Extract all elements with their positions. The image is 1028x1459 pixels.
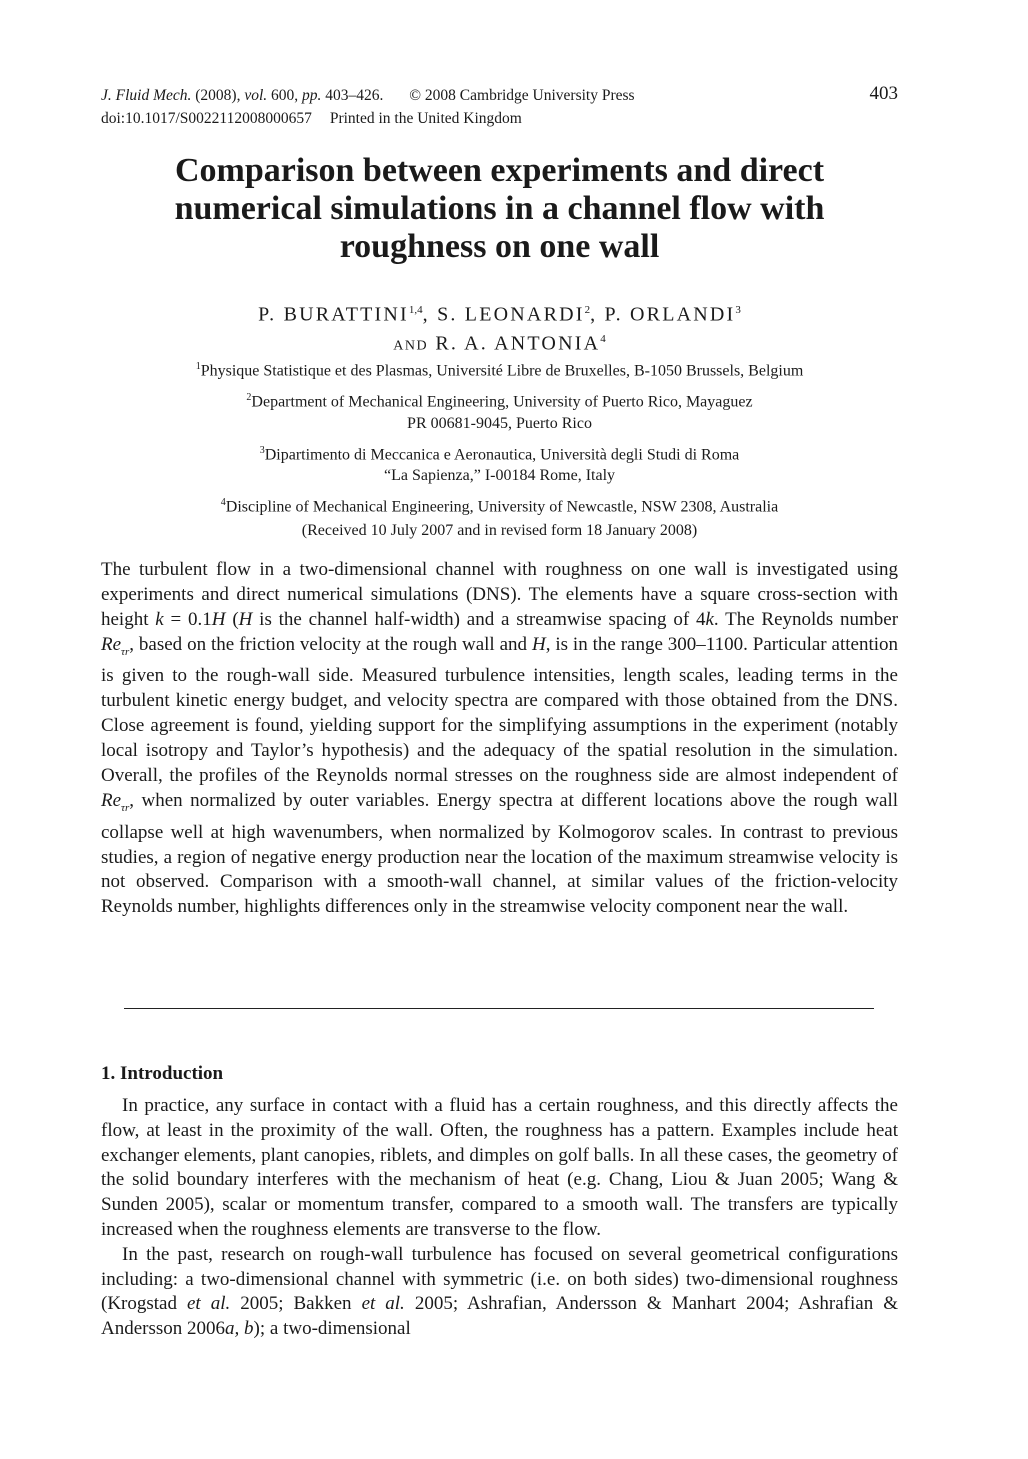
paper-title: Comparison between experiments and direct numerical simulations in a channel flow with roughness on one wall — [174, 152, 825, 265]
page-number: 403 — [869, 83, 898, 104]
volume-number: 600, — [271, 87, 299, 104]
affiliation-text: Dipartimento di Meccanica e Aeronautica, Università degli Studi di Roma — [264, 445, 740, 463]
author-affiliation-mark: 4 — [600, 332, 606, 345]
journal-year: (2008), — [195, 87, 241, 104]
affiliation-mark: 3 — [259, 444, 265, 456]
citation-etal: et al. — [186, 1293, 231, 1315]
running-header — [101, 84, 898, 130]
citation-suffix: a, b — [225, 1318, 254, 1340]
abstract-text: ( — [225, 608, 239, 630]
copyright-notice: © 2008 Cambridge University Press — [409, 87, 635, 104]
affiliation — [101, 440, 898, 486]
doi: doi:10.1017/S0022112008000657 — [101, 110, 312, 127]
affiliation — [101, 356, 898, 381]
section-heading: 1. Introduction — [101, 1063, 224, 1084]
citation-line — [101, 87, 635, 104]
author-affiliation-mark: 1,4 — [408, 304, 423, 316]
paragraph: In practice, any surface in contact with a fluid has a certain roughness, and this directly affects the flow, at least in the proximity of the wall. Often, the roughness has a pattern. Examples include heat exchanger elements, plant canopies, riblets, and dimples on golf balls. In all these cases, the geometry of the solid boundary interferes with the mechanism of heat (e.g. Chang, Liou & Juan 2005; Wang & Sunden 2005), scalar or momentum transfer, compared to a smooth wall. The transfers are typically increased when the roughness elements are transverse to the flow. — [101, 1095, 898, 1240]
affiliation-mark: 2 — [246, 392, 252, 404]
author-list: P. BURATTINI$^{1,4}$, S. LEONARDI$^2$, P. ORLANDI$^3$ AND R. A. ANTONIA$^4$ — [258, 303, 741, 355]
page-range: 403–426. — [325, 87, 384, 104]
affiliation-text: Discipline of Mechanical Engineering, University of Newcastle, NSW 2308, Australia — [225, 498, 779, 516]
abstract-text: The turbulent flow in a two-dimensional channel with roughness on one wall is investigated using experiments and direct numerical simulations (DNS). The elements have a square cross-section with height — [101, 559, 898, 630]
math-symbol: H — [531, 633, 546, 655]
author-name: P. ORLANDI — [604, 303, 736, 326]
math-symbol: Re — [101, 789, 122, 811]
volume-label: vol. — [244, 87, 268, 104]
abstract-text: = 0.1 — [163, 608, 212, 630]
affiliation — [101, 492, 898, 517]
abstract-text: , is in the range 300–1100. Particular attention is given to the rough-wall side. Measured turbulence intensities, length scales, leading terms in the turbulent kinetic energy budget, and velocity spectra are compared with those obtained from the DNS. Close agreement is found, yielding support for the simplifying assumptions in the experiment (notably local isotropy and Taylor’s hypothesis) and the adequacy of the spatial resolution in the simulation. Overall, the profiles of the Reynolds normal stresses on the roughness side are almost independent of — [101, 633, 898, 787]
math-symbol: k — [705, 608, 714, 630]
affiliations — [101, 356, 898, 523]
author-name: R. A. ANTONIA — [435, 332, 601, 355]
math-symbol: k — [155, 608, 164, 630]
affiliation — [101, 387, 898, 433]
abstract-text: . The Reynolds number — [713, 608, 899, 630]
abstract-text: , when normalized by outer variables. Energy spectra at different locations above the rough wall collapse well at high wavenumbers, when normalized by Kolmogorov scales. In contrast to previous studies, a region of negative energy production near the location of the maximum streamwise velocity is not observed. Comparison with a smooth-wall channel, at similar values of the friction-velocity Reynolds number, highlights differences only in the streamwise velocity component near the wall. — [101, 789, 898, 918]
affiliation-text: Physique Statistique et des Plasmas, Université Libre de Bruxelles, B-1050 Brussels, Belgium — [200, 362, 804, 380]
author-conjunction: AND — [393, 338, 429, 354]
author-name: P. BURATTINI — [258, 303, 409, 326]
citation-etal: et al. — [361, 1293, 405, 1315]
author-affiliation-mark: 3 — [735, 304, 741, 316]
doi-line — [101, 107, 898, 130]
math-symbol: H — [238, 608, 253, 630]
pages-label: pp. — [302, 87, 322, 104]
section-divider — [124, 1008, 874, 1009]
paragraph-text: In the past, research on rough-wall turbulence has focused on several geometrical configurations including: a two-dimensional channel with symmetric (i.e. on both sides) two-dimensional roughness (Krogstad — [101, 1243, 898, 1315]
math-subscript: τr — [121, 645, 130, 658]
affiliation-mark: 1 — [195, 361, 201, 372]
paragraph — [101, 1243, 898, 1342]
affiliation-text: Department of Mechanical Engineering, University of Puerto Rico, Mayaguez — [251, 393, 753, 411]
received-dates: (Received 10 July 2007 and in revised form 18 January 2008) — [301, 522, 698, 539]
affiliation-text-continued: “La Sapienza,” I-00184 Rome, Italy — [383, 466, 616, 484]
journal-name: J. Fluid Mech. — [101, 87, 192, 104]
affiliation-mark: 4 — [220, 496, 226, 508]
math-symbol: H — [211, 608, 226, 630]
abstract-text: , based on the friction velocity at the rough wall and — [129, 633, 532, 655]
paragraph-text: 2005; Bakken — [230, 1293, 362, 1315]
paragraph-text: 2005; Ashrafian, Andersson & Manhart 2004; Ashrafian & Andersson 2006 — [101, 1293, 898, 1340]
abstract-text: is the channel half-width) and a streamwise spacing of 4 — [252, 608, 706, 630]
math-subscript: τr — [121, 801, 130, 814]
affiliation-text-continued: PR 00681-9045, Puerto Rico — [407, 414, 592, 432]
math-symbol: Re — [101, 633, 122, 655]
author-name: S. LEONARDI — [437, 303, 585, 326]
abstract — [101, 558, 898, 920]
introduction-body — [101, 1094, 898, 1342]
author-affiliation-mark: 2 — [584, 304, 591, 316]
paragraph-text: ); a two-dimensional — [253, 1318, 411, 1340]
printed-notice: Printed in the United Kingdom — [329, 110, 522, 127]
